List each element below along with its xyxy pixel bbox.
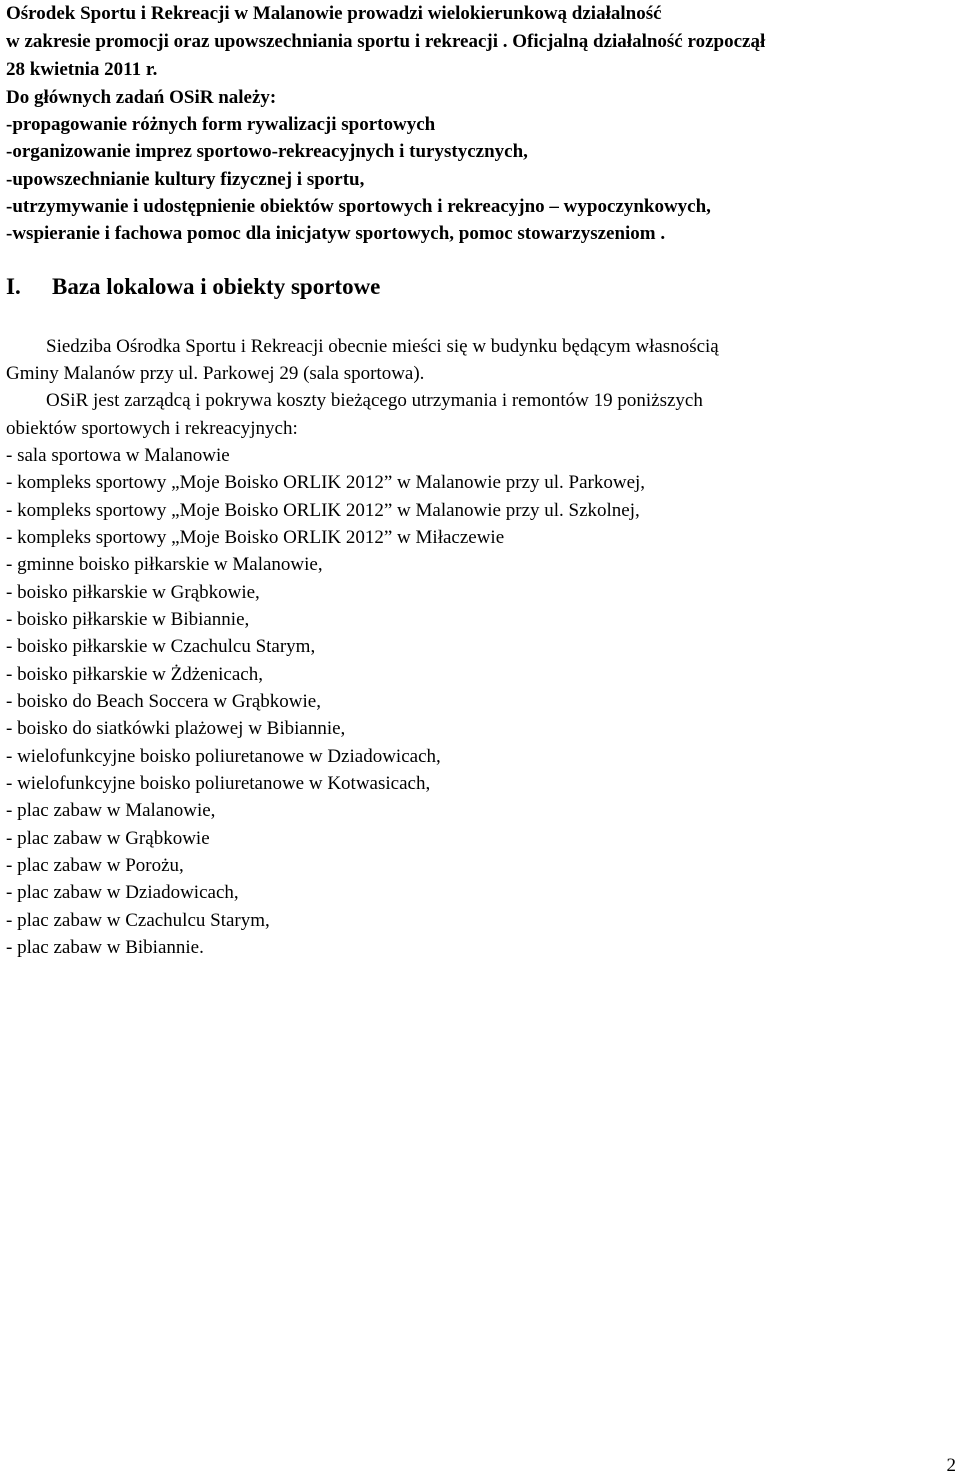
- task-item: -propagowanie różnych form rywalizacji sportowych: [6, 114, 436, 135]
- facility-item: - boisko piłkarskie w Bibiannie,: [6, 609, 250, 630]
- facility-item: - kompleks sportowy „Moje Boisko ORLIK 2012” w Malanowie przy ul. Parkowej,: [6, 472, 646, 493]
- para1-line-1: Siedziba Ośrodka Sportu i Rekreacji obecnie mieści się w budynku będącym własnością: [46, 336, 719, 357]
- task-item: -wspieranie i fachowa pomoc dla inicjatyw sportowych, pomoc stowarzyszeniom .: [6, 223, 666, 244]
- facility-item: - sala sportowa w Malanowie: [6, 445, 230, 466]
- facility-item: - boisko piłkarskie w Żdżenicach,: [6, 664, 263, 685]
- page-number: 2: [946, 1455, 956, 1476]
- facility-item: - plac zabaw w Bibiannie.: [6, 937, 204, 958]
- facility-item: - plac zabaw w Czachulcu Starym,: [6, 910, 270, 931]
- facility-item: - boisko piłkarskie w Grąbkowie,: [6, 582, 260, 603]
- tasks-heading: Do głównych zadań OSiR należy:: [6, 87, 277, 108]
- facility-item: - boisko do siatkówki plażowej w Bibiannie,: [6, 718, 346, 739]
- task-item: -organizowanie imprez sportowo-rekreacyjnych i turystycznych,: [6, 141, 528, 162]
- intro-line-3: 28 kwietnia 2011 r.: [6, 59, 158, 80]
- facility-item: - kompleks sportowy „Moje Boisko ORLIK 2012” w Malanowie przy ul. Szkolnej,: [6, 500, 640, 521]
- facility-item: - boisko piłkarskie w Czachulcu Starym,: [6, 636, 316, 657]
- para1-line-2: Gminy Malanów przy ul. Parkowej 29 (sala sportowa).: [6, 363, 425, 384]
- intro-line-2: w zakresie promocji oraz upowszechniania sportu i rekreacji . Oficjalną działalność rozpoczął: [6, 31, 766, 52]
- para2-line-2: obiektów sportowych i rekreacyjnych:: [6, 418, 298, 439]
- task-item: -upowszechnianie kultury fizycznej i sportu,: [6, 169, 365, 190]
- facility-item: - plac zabaw w Dziadowicach,: [6, 882, 239, 903]
- section-title: Baza lokalowa i obiekty sportowe: [52, 274, 381, 299]
- facility-item: - boisko do Beach Soccera w Grąbkowie,: [6, 691, 321, 712]
- facility-item: - plac zabaw w Porożu,: [6, 855, 184, 876]
- intro-line-1: Ośrodek Sportu i Rekreacji w Malanowie prowadzi wielokierunkową działalność: [6, 3, 662, 24]
- facility-item: - gminne boisko piłkarskie w Malanowie,: [6, 554, 323, 575]
- facility-item: - wielofunkcyjne boisko poliuretanowe w Dziadowicach,: [6, 746, 441, 767]
- task-item: -utrzymywanie i udostępnienie obiektów sportowych i rekreacyjno – wypoczynkowych,: [6, 196, 711, 217]
- section-number: I.: [6, 274, 21, 299]
- section-heading: [6, 271, 380, 303]
- facility-item: - kompleks sportowy „Moje Boisko ORLIK 2012” w Miłaczewie: [6, 527, 505, 548]
- facility-item: - wielofunkcyjne boisko poliuretanowe w Kotwasicach,: [6, 773, 431, 794]
- facility-item: - plac zabaw w Malanowie,: [6, 800, 216, 821]
- para2-line-1: OSiR jest zarządcą i pokrywa koszty bieżącego utrzymania i remontów 19 poniższych: [46, 390, 703, 411]
- facility-item: - plac zabaw w Grąbkowie: [6, 828, 210, 849]
